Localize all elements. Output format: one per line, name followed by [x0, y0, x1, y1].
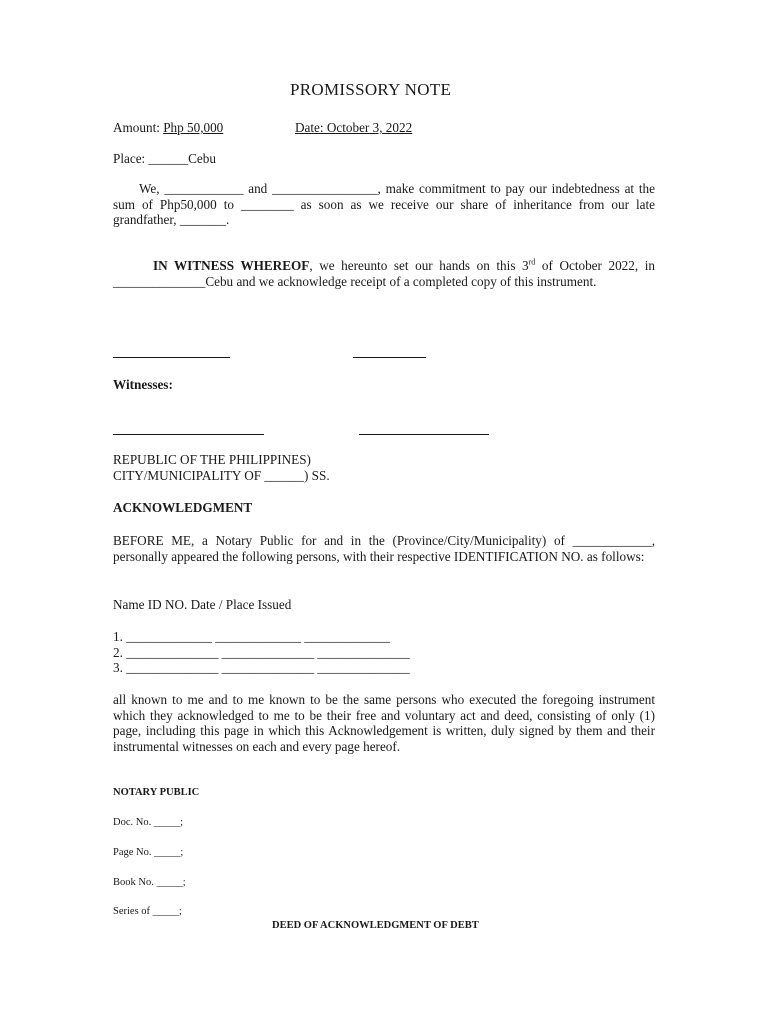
id-table-header: Name ID NO. Date / Place Issued — [113, 597, 292, 612]
id-row-3: 3. ______________ ______________ ______________ — [113, 660, 410, 675]
city-line: CITY/MUNICIPALITY OF ______) SS. — [113, 468, 330, 483]
series-line: Series of _____; — [113, 906, 182, 917]
notary-heading: NOTARY PUBLIC — [113, 787, 200, 798]
id-row-2: 2. ______________ ______________ ______________ — [113, 645, 410, 660]
witness-line-1 — [113, 434, 264, 435]
witness-text-2: of October 2022, in ______________Cebu and we acknowledge receipt of a completed copy of this instrument. — [113, 258, 656, 289]
amount-label: Amount: — [113, 120, 160, 135]
amount-value: Php 50,000 — [163, 120, 224, 135]
all-known-paragraph: all known to me and to me known to be the same persons who executed the foregoing instrument which they acknowledged to me to be their free and voluntary act and deed, consisting of only (1) page, including this page in which this Acknowledgement is written, duly signed by them and their instrumental witnesses on each and every page hereof. — [113, 692, 655, 754]
signature-line-1 — [113, 357, 230, 358]
witnesses-label: Witnesses: — [113, 377, 173, 392]
doc-no-line: Doc. No. _____; — [113, 817, 183, 828]
place-line: Place: ______Cebu — [113, 151, 216, 166]
book-no-line: Book No. _____; — [113, 877, 186, 888]
witness-paragraph — [113, 258, 655, 289]
id-row-1: 1. _____________ _____________ _____________ — [113, 629, 390, 644]
witness-line-2 — [359, 434, 489, 435]
footer-title: DEED OF ACKNOWLEDGMENT OF DEBT — [272, 920, 479, 931]
page-title: PROMISSORY NOTE — [290, 80, 452, 99]
witness-text-1: , we hereunto set our hands on this 3 — [309, 258, 529, 273]
date-value: Date: October 3, 2022 — [295, 120, 413, 135]
page-no-line: Page No. _____; — [113, 847, 184, 858]
republic-line: REPUBLIC OF THE PHILIPPINES) — [113, 452, 311, 467]
acknowledgment-heading: ACKNOWLEDGMENT — [113, 500, 253, 515]
ordinal-suffix: rd — [528, 257, 536, 267]
before-me-paragraph: BEFORE ME, a Notary Public for and in the (Province/City/Municipality) of ____________, personally appeared the following persons, with their respective IDENTIFICATION NO. as follows: — [113, 533, 655, 564]
commitment-paragraph: We, ____________ and ________________, make commitment to pay our indebtedness at the sum of Php50,000 to ________ as soon as we receive our share of inheritance from our late grandfather, _______. — [113, 181, 655, 227]
amount-line — [113, 120, 223, 136]
witness-lead: IN WITNESS WHEREOF — [153, 258, 310, 273]
signature-line-2 — [353, 357, 426, 358]
